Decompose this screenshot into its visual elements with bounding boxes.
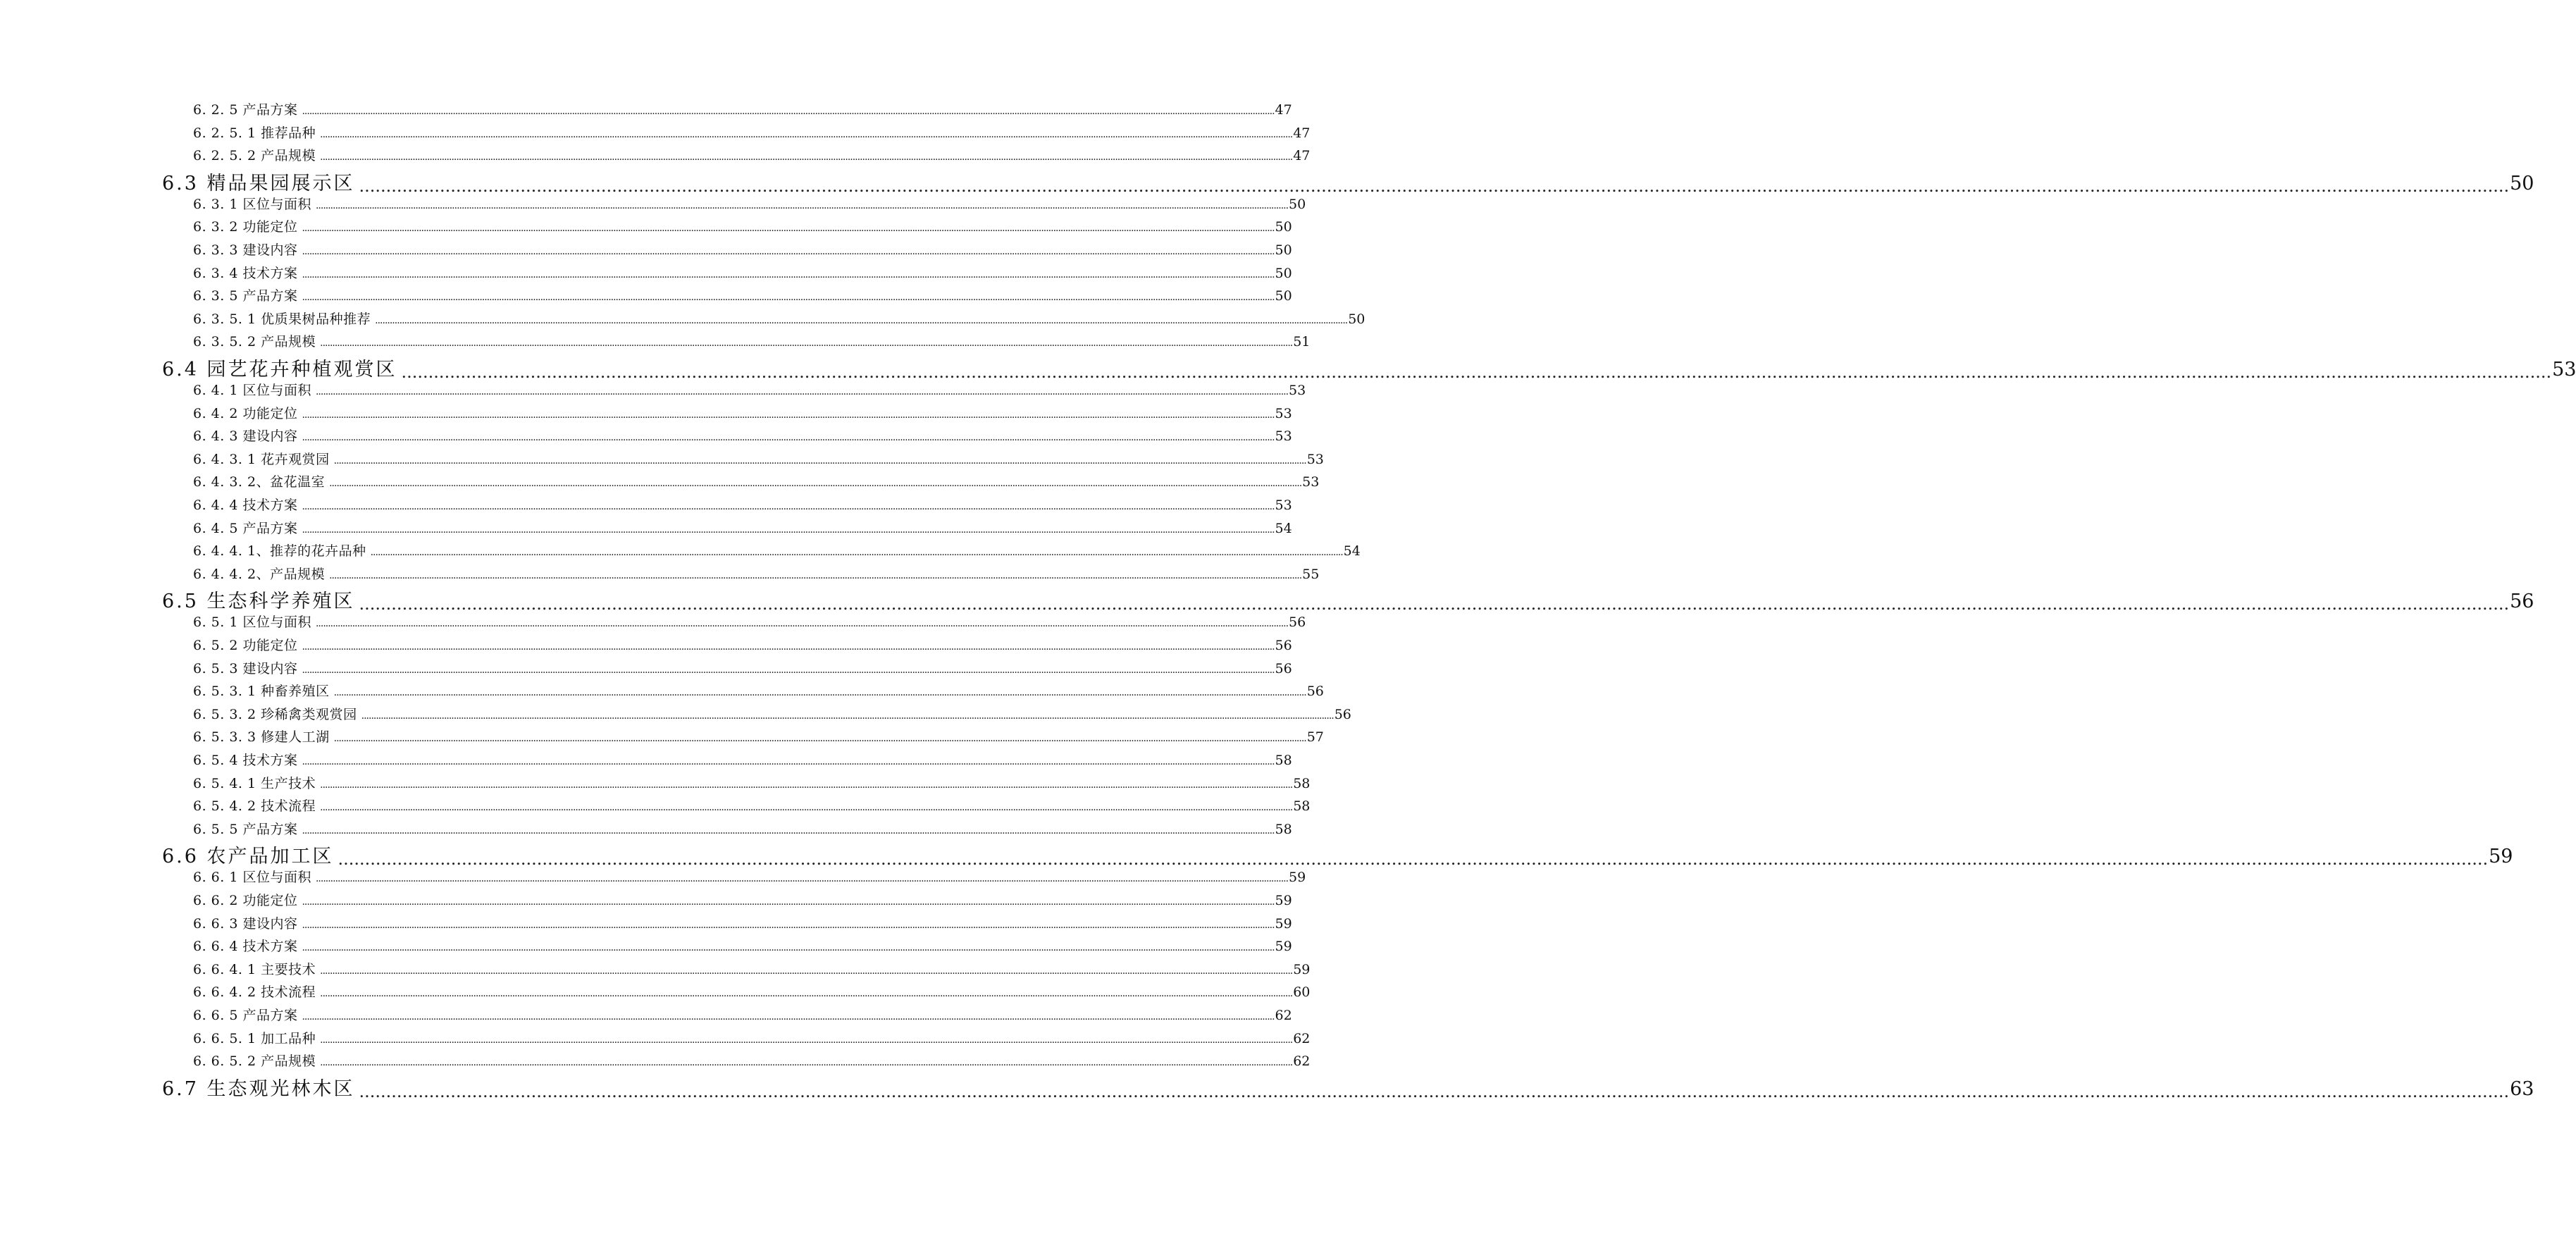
toc-entry[interactable] <box>193 1006 1292 1025</box>
dot-leader: ................................................................................................................................................................................................................................................................................................................................................................................................................ <box>302 292 1275 304</box>
toc-entry-title: 6. 4. 4. 1、推荐的花卉品种 <box>193 543 366 560</box>
toc-page-number: 62 <box>1293 1030 1311 1046</box>
toc-entry[interactable] <box>193 310 1366 328</box>
dot-leader: ................................................................................................................................................................................................................................................................................................................................................................................................................ <box>338 849 2489 870</box>
dot-leader: ................................................................................................................................................................................................................................................................................................................................................................................................................ <box>315 386 1289 397</box>
toc-entry[interactable] <box>193 1052 1311 1070</box>
dot-leader: ................................................................................................................................................................................................................................................................................................................................................................................................................ <box>302 942 1275 954</box>
toc-entry-title: 6. 5. 3. 3 修建人工湖 <box>193 729 330 746</box>
toc-page-number: 56 <box>1275 638 1292 653</box>
dot-leader: ................................................................................................................................................................................................................................................................................................................................................................................................................ <box>320 802 1293 814</box>
toc-entry-title: 6. 5. 3. 1 种畜养殖区 <box>193 684 330 700</box>
toc-heading[interactable] <box>162 1077 2534 1102</box>
toc-entry-title: 6. 5. 4 技术方案 <box>193 753 298 768</box>
dot-leader: ................................................................................................................................................................................................................................................................................................................................................................................................................ <box>370 547 1343 559</box>
dot-leader: ................................................................................................................................................................................................................................................................................................................................................................................................................ <box>302 432 1275 444</box>
toc-entry-title: 6. 3. 3 建设内容 <box>193 242 298 258</box>
dot-leader: ................................................................................................................................................................................................................................................................................................................................................................................................................ <box>359 594 2510 614</box>
toc-entry-title: 6. 6. 5. 2 产品规模 <box>193 1053 316 1070</box>
toc-page-number: 53 <box>1289 383 1306 398</box>
toc-entry-title: 6. 2. 5. 2 产品规模 <box>193 148 316 164</box>
toc-page-number: 59 <box>1293 961 1311 977</box>
dot-leader: ................................................................................................................................................................................................................................................................................................................................................................................................................ <box>302 919 1275 931</box>
dot-leader: ................................................................................................................................................................................................................................................................................................................................................................................................................ <box>302 664 1275 676</box>
toc-page-number: 56 <box>1334 706 1351 722</box>
toc-entry-title: 6. 2. 5 产品方案 <box>193 102 298 118</box>
toc-entry-title: 6. 3. 1 区位与面积 <box>193 196 311 212</box>
dot-leader: ................................................................................................................................................................................................................................................................................................................................................................................................................ <box>315 873 1289 885</box>
dot-leader: ................................................................................................................................................................................................................................................................................................................................................................................................................ <box>302 223 1275 235</box>
toc-entry[interactable] <box>193 427 1292 445</box>
dot-leader: ................................................................................................................................................................................................................................................................................................................................................................................................................ <box>302 524 1275 536</box>
toc-entry[interactable] <box>193 1030 1311 1048</box>
toc-page-number: 56 <box>1306 684 1324 700</box>
toc-page-number: 62 <box>1293 1053 1311 1070</box>
toc-entry-title: 6. 6. 4. 1 主要技术 <box>193 961 316 977</box>
toc-page-number: 57 <box>1306 729 1324 746</box>
toc-page-number: 59 <box>1275 939 1292 955</box>
toc-page-number: 59 <box>1289 870 1306 886</box>
toc-entry[interactable] <box>193 983 1311 1001</box>
toc-entry[interactable] <box>193 613 1306 631</box>
toc-entry-title: 6. 3. 2 功能定位 <box>193 219 298 235</box>
toc-entry[interactable] <box>193 797 1311 815</box>
toc-entry[interactable] <box>193 496 1292 514</box>
toc-entry[interactable] <box>193 101 1292 119</box>
toc-page-number: 50 <box>1275 288 1292 304</box>
dot-leader: ................................................................................................................................................................................................................................................................................................................................................................................................................ <box>315 618 1289 630</box>
toc-entry-title: 6. 3. 5. 1 优质果树品种推荐 <box>193 311 371 327</box>
toc-page-number: 53 <box>1275 498 1292 513</box>
toc-entry-title: 6. 5. 1 区位与面积 <box>193 614 311 631</box>
toc-entry-title: 6.3 精品果园展示区 <box>162 172 355 194</box>
dot-leader: ................................................................................................................................................................................................................................................................................................................................................................................................................ <box>302 501 1275 512</box>
toc-entry-title: 6. 6. 1 区位与面积 <box>193 870 311 886</box>
toc-page-number: 53 <box>1275 405 1292 421</box>
toc-entry-title: 6. 2. 5. 1 推荐品种 <box>193 125 316 141</box>
toc-entry-title: 6.5 生态科学养殖区 <box>162 591 355 613</box>
toc-entry-title: 6.6 农产品加工区 <box>162 846 334 868</box>
toc-page-number: 59 <box>1275 915 1292 932</box>
toc-entry-title: 6. 5. 4. 1 生产技术 <box>193 775 316 791</box>
toc-entry[interactable] <box>193 565 1320 583</box>
toc-entry[interactable] <box>193 774 1311 793</box>
toc-entry[interactable] <box>193 728 1324 746</box>
dot-leader: ................................................................................................................................................................................................................................................................................................................................................................................................................ <box>302 896 1275 908</box>
toc-entry[interactable] <box>193 820 1292 839</box>
dot-leader: ................................................................................................................................................................................................................................................................................................................................................................................................................ <box>302 756 1275 767</box>
toc-page-number: 55 <box>1302 566 1320 582</box>
toc-entry-title: 6. 4. 1 区位与面积 <box>193 383 311 398</box>
toc-entry[interactable] <box>193 915 1292 933</box>
toc-entry[interactable] <box>193 241 1292 259</box>
toc-entry[interactable] <box>193 264 1292 283</box>
dot-leader: ................................................................................................................................................................................................................................................................................................................................................................................................................ <box>401 362 2552 382</box>
toc-entry[interactable] <box>193 636 1292 655</box>
toc-entry-title: 6. 3. 5. 2 产品规模 <box>193 334 316 350</box>
dot-leader: ................................................................................................................................................................................................................................................................................................................................................................................................................ <box>320 152 1293 163</box>
dot-leader: ................................................................................................................................................................................................................................................................................................................................................................................................................ <box>302 1011 1275 1022</box>
toc-page-number: 54 <box>1275 520 1292 536</box>
toc-entry-title: 6. 5. 3. 2 珍稀禽类观赏园 <box>193 706 357 722</box>
toc-entry-title: 6. 3. 4 技术方案 <box>193 265 298 281</box>
toc-page-number: 54 <box>1343 543 1361 560</box>
toc-page-number: 58 <box>1293 775 1311 791</box>
toc-entry[interactable] <box>193 195 1306 214</box>
toc-entry-title: 6. 6. 3 建设内容 <box>193 915 298 932</box>
toc-page-number: 50 <box>1275 242 1292 258</box>
toc-entry-title: 6. 6. 4 技术方案 <box>193 939 298 955</box>
toc-entry-title: 6.7 生态观光林木区 <box>162 1077 355 1100</box>
toc-entry[interactable] <box>193 473 1320 491</box>
dot-leader: ................................................................................................................................................................................................................................................................................................................................................................................................................ <box>320 338 1293 350</box>
toc-entry[interactable] <box>193 381 1306 400</box>
dot-leader: ................................................................................................................................................................................................................................................................................................................................................................................................................ <box>329 569 1302 581</box>
toc-heading[interactable] <box>162 844 2513 870</box>
toc-page-number: 47 <box>1293 125 1311 141</box>
toc-entry[interactable] <box>193 333 1311 351</box>
toc-page-number: 56 <box>1275 660 1292 676</box>
toc-page-number: 58 <box>1293 798 1311 815</box>
toc-entry-title: 6. 6. 5 产品方案 <box>193 1008 298 1023</box>
dot-leader: ................................................................................................................................................................................................................................................................................................................................................................................................................ <box>302 268 1275 280</box>
toc-entry-title: 6. 4. 3. 1 花卉观赏园 <box>193 451 330 467</box>
toc-entry[interactable] <box>193 404 1292 423</box>
toc-entry[interactable] <box>193 124 1311 142</box>
toc-entry[interactable] <box>193 868 1306 886</box>
toc-page-number: 53 <box>1306 451 1324 467</box>
toc-entry-title: 6. 6. 4. 2 技术流程 <box>193 984 316 1001</box>
toc-page-number: 63 <box>2510 1077 2534 1100</box>
toc-page-number: 59 <box>2489 846 2513 868</box>
toc-heading[interactable] <box>162 589 2534 614</box>
toc-entry-title: 6. 4. 4. 2、产品规模 <box>193 566 326 582</box>
toc-entry-title: 6. 4. 5 产品方案 <box>193 520 298 536</box>
toc-page-number: 59 <box>1275 893 1292 908</box>
dot-leader: ................................................................................................................................................................................................................................................................................................................................................................................................................ <box>302 246 1275 257</box>
toc-page-number: 47 <box>1293 148 1311 164</box>
toc-entry[interactable] <box>193 147 1311 165</box>
dot-leader: ................................................................................................................................................................................................................................................................................................................................................................................................................ <box>333 687 1306 699</box>
toc-page-number: 47 <box>1275 102 1292 118</box>
toc-entry[interactable] <box>193 660 1292 678</box>
toc-entry-title: 6. 6. 2 功能定位 <box>193 893 298 908</box>
toc-entry[interactable] <box>193 450 1324 469</box>
toc-page-number: 56 <box>1289 614 1306 631</box>
dot-leader: ................................................................................................................................................................................................................................................................................................................................................................................................................ <box>315 199 1289 211</box>
toc-page-number: 51 <box>1293 334 1311 350</box>
dot-leader: ................................................................................................................................................................................................................................................................................................................................................................................................................ <box>320 988 1293 1000</box>
dot-leader: ................................................................................................................................................................................................................................................................................................................................................................................................................ <box>302 641 1275 653</box>
toc-entry-title: 6. 5. 2 功能定位 <box>193 638 298 653</box>
toc-page-number: 60 <box>1293 984 1311 1001</box>
toc-entry-title: 6.4 园艺花卉种植观赏区 <box>162 359 397 381</box>
toc-entry[interactable] <box>193 682 1324 700</box>
toc-entry-title: 6. 4. 3. 2、盆花温室 <box>193 474 326 490</box>
dot-leader: ................................................................................................................................................................................................................................................................................................................................................................................................................ <box>320 965 1293 977</box>
toc-entry[interactable] <box>193 891 1292 910</box>
toc-page-number: 53 <box>2552 359 2576 381</box>
dot-leader: ................................................................................................................................................................................................................................................................................................................................................................................................................ <box>375 314 1348 326</box>
toc-page-number: 58 <box>1275 753 1292 768</box>
toc-entry-title: 6. 6. 5. 1 加工品种 <box>193 1030 316 1046</box>
dot-leader: ................................................................................................................................................................................................................................................................................................................................................................................................................ <box>333 733 1306 745</box>
dot-leader: ................................................................................................................................................................................................................................................................................................................................................................................................................ <box>361 710 1334 722</box>
toc-entry[interactable] <box>193 218 1292 236</box>
toc-page-number: 53 <box>1275 428 1292 445</box>
toc-entry-title: 6. 4. 3 建设内容 <box>193 428 298 445</box>
toc-page-number: 50 <box>1348 311 1366 327</box>
toc-page-number: 50 <box>1275 219 1292 235</box>
toc-entry[interactable] <box>193 937 1292 956</box>
toc-entry[interactable] <box>193 519 1292 538</box>
toc-page-number: 53 <box>1302 474 1320 490</box>
toc-entry-title: 6. 4. 2 功能定位 <box>193 405 298 421</box>
dot-leader: ................................................................................................................................................................................................................................................................................................................................................................................................................ <box>359 1081 2510 1101</box>
toc-entry[interactable] <box>193 705 1351 724</box>
toc-page-number: 50 <box>1289 196 1306 212</box>
toc-entry[interactable] <box>193 960 1311 979</box>
dot-leader: ................................................................................................................................................................................................................................................................................................................................................................................................................ <box>359 175 2510 196</box>
toc-entry[interactable] <box>193 287 1292 305</box>
toc-entry-title: 6. 5. 4. 2 技术流程 <box>193 798 316 815</box>
toc-entry-title: 6. 5. 3 建设内容 <box>193 660 298 676</box>
dot-leader: ................................................................................................................................................................................................................................................................................................................................................................................................................ <box>320 128 1293 140</box>
dot-leader: ................................................................................................................................................................................................................................................................................................................................................................................................................ <box>333 455 1306 466</box>
toc-heading[interactable] <box>162 357 2576 383</box>
dot-leader: ................................................................................................................................................................................................................................................................................................................................................................................................................ <box>302 409 1275 421</box>
toc-entry-title: 6. 5. 5 产品方案 <box>193 821 298 837</box>
toc-page-number: 58 <box>1275 821 1292 837</box>
dot-leader: ................................................................................................................................................................................................................................................................................................................................................................................................................ <box>329 478 1302 490</box>
toc-page-number: 50 <box>2510 172 2534 194</box>
dot-leader: ................................................................................................................................................................................................................................................................................................................................................................................................................ <box>302 106 1275 117</box>
toc-page-number: 50 <box>1275 265 1292 281</box>
dot-leader: ................................................................................................................................................................................................................................................................................................................................................................................................................ <box>302 824 1275 836</box>
toc-entry[interactable] <box>193 751 1292 770</box>
dot-leader: ................................................................................................................................................................................................................................................................................................................................................................................................................ <box>320 779 1293 791</box>
toc-page-number: 62 <box>1275 1008 1292 1023</box>
toc-page-number: 56 <box>2510 591 2534 613</box>
toc-entry[interactable] <box>193 542 1361 560</box>
toc-entry-title: 6. 4. 4 技术方案 <box>193 498 298 513</box>
toc-entry-title: 6. 3. 5 产品方案 <box>193 288 298 304</box>
dot-leader: ................................................................................................................................................................................................................................................................................................................................................................................................................ <box>320 1057 1293 1069</box>
dot-leader: ................................................................................................................................................................................................................................................................................................................................................................................................................ <box>320 1034 1293 1046</box>
toc-heading[interactable] <box>162 171 2534 197</box>
